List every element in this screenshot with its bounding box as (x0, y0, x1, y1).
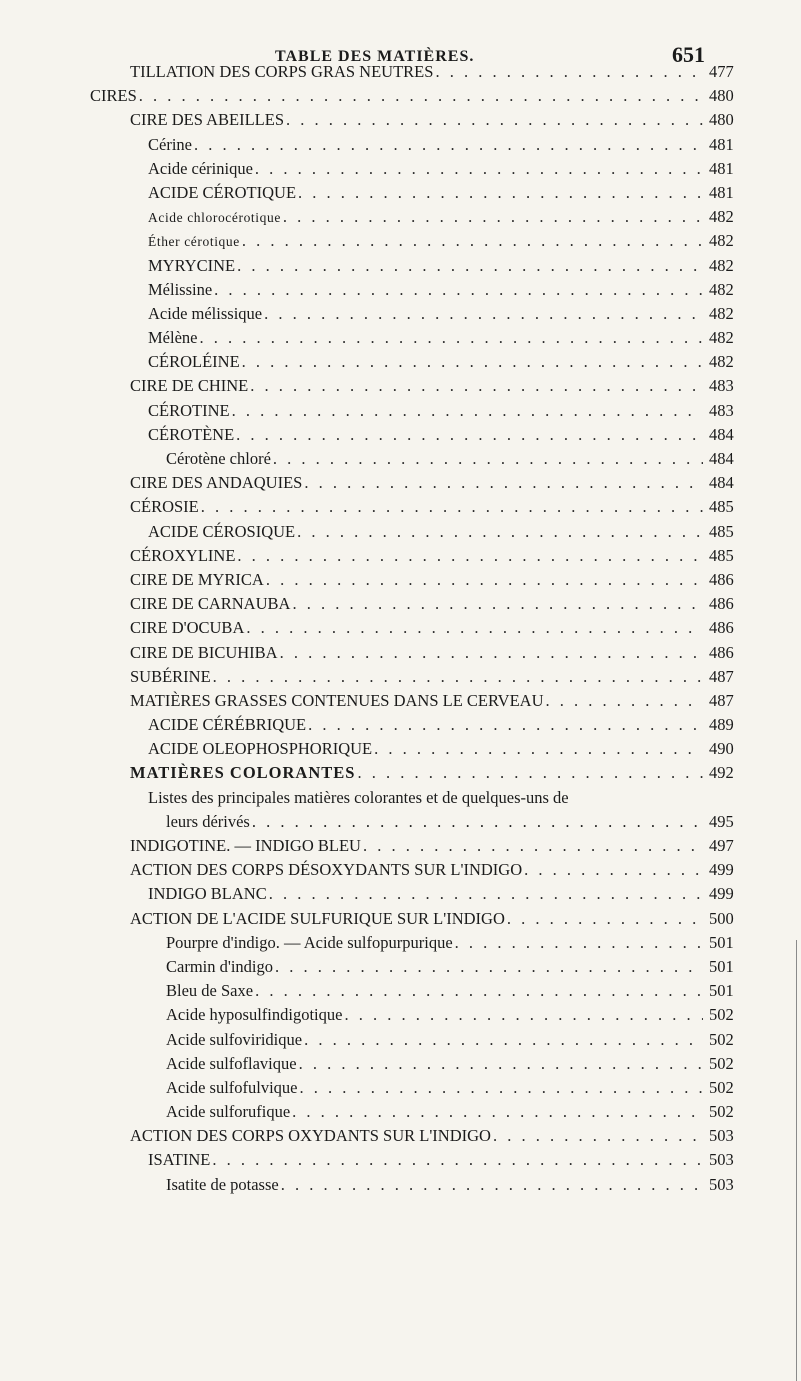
toc-entry-label: ACTION DE L'ACIDE SULFURIQUE SUR L'INDIGO (130, 908, 505, 928)
toc-entry[interactable] (0, 834, 801, 858)
toc-entry[interactable] (0, 350, 801, 374)
toc-entry-page: 481 (709, 158, 734, 178)
toc-entry[interactable] (0, 616, 801, 640)
page-number: 651 (672, 42, 705, 67)
toc-entry-label: Éther cérotique (148, 234, 240, 250)
toc-entry-label: CIRE DE CHINE (130, 376, 249, 396)
toc-entry[interactable] (0, 1148, 801, 1172)
toc-entry[interactable] (0, 1003, 801, 1027)
toc-entry[interactable] (0, 302, 801, 326)
toc-entry-page: 485 (709, 545, 734, 565)
toc-entry-label: Isatite de potasse (166, 1174, 279, 1194)
toc-entry-page: 486 (709, 618, 734, 638)
toc-entry-label: Acide sulfoflavique (166, 1053, 297, 1073)
toc-entry[interactable] (0, 254, 801, 278)
dot-leader (242, 229, 703, 253)
toc-entry-multiline[interactable] (0, 786, 801, 834)
toc-entry-label: Cérine (148, 134, 192, 154)
toc-entry[interactable] (0, 108, 801, 132)
toc-entry-page: 497 (709, 836, 734, 856)
toc-entry[interactable] (0, 689, 801, 713)
toc-entry-label: INDIGO BLANC (148, 884, 267, 904)
toc-entry-label: ACTION DES CORPS OXYDANTS SUR L'INDIGO (130, 1126, 491, 1146)
toc-entry-page: 484 (709, 473, 734, 493)
toc-entry-page: 502 (709, 1053, 734, 1073)
toc-entry-page: 484 (709, 449, 734, 468)
toc-entry-page: 480 (709, 110, 734, 130)
dot-leader (232, 399, 703, 423)
toc-entry-label: MYRYCINE (148, 255, 236, 275)
toc-entry-page: 503 (709, 1174, 734, 1194)
dot-leader (507, 907, 703, 931)
toc-entry[interactable] (0, 641, 801, 665)
dot-leader (139, 84, 703, 108)
dot-leader (237, 254, 703, 278)
dot-leader (435, 60, 703, 84)
toc-entry-page: 492 (709, 763, 734, 783)
toc-entry-label: TILLATION DES CORPS GRAS NEUTRES (130, 62, 434, 81)
toc-entry[interactable] (0, 205, 801, 229)
toc-entry-label: CIRE DE BICUHIBA (130, 642, 278, 662)
toc-entry[interactable] (0, 858, 801, 882)
dot-leader (299, 1052, 703, 1076)
toc-entry[interactable] (0, 761, 801, 785)
dot-leader (304, 1028, 703, 1052)
toc-entry-page: 482 (709, 303, 734, 323)
dot-leader (300, 1076, 703, 1100)
toc-entry[interactable] (0, 737, 801, 761)
dot-leader (266, 568, 703, 592)
toc-entry-page: 484 (709, 424, 734, 444)
toc-entry-page: 477 (709, 62, 734, 81)
toc-entry[interactable] (0, 1052, 801, 1076)
toc-entry-page: 502 (709, 1102, 734, 1122)
toc-entry-label: Acide cérinique (148, 158, 253, 178)
toc-entry[interactable] (0, 882, 801, 906)
toc-entry[interactable] (0, 84, 801, 108)
toc-entry-page: 487 (709, 666, 734, 686)
toc-entry-label: Acide hyposulfindigotique (166, 1005, 343, 1025)
dot-leader (298, 181, 703, 205)
toc-entry[interactable] (0, 278, 801, 302)
toc-entry-label: CÉROSIE (130, 497, 199, 517)
toc-entry-page: 481 (709, 182, 734, 202)
toc-entry-label: CIRE D'OCUBA (130, 618, 245, 638)
toc-entry-page: 490 (709, 739, 734, 759)
dot-leader (201, 495, 703, 519)
dot-leader (199, 326, 703, 350)
toc-entry-label: MATIÈRES COLORANTES (130, 763, 356, 783)
dot-leader (255, 979, 703, 1003)
toc-entry-label: CIRE DE CARNAUBA (130, 594, 291, 614)
toc-entry-page: 502 (709, 1077, 734, 1097)
toc-entry[interactable] (0, 495, 801, 519)
toc-entry-line2 (0, 810, 801, 834)
toc-entry-label: Acide sulfofulvique (166, 1077, 298, 1097)
dot-leader (264, 302, 703, 326)
table-of-contents (0, 60, 801, 1197)
toc-entry[interactable] (0, 979, 801, 1003)
toc-entry-page: 486 (709, 569, 734, 589)
toc-entry-label: ACIDE CÉROTIQUE (148, 182, 297, 202)
toc-entry-label: Acide sulforufique (166, 1102, 291, 1122)
toc-entry[interactable] (0, 520, 801, 544)
toc-entry[interactable] (0, 447, 801, 471)
toc-entry-label: Cérotène chloré (166, 449, 271, 468)
toc-entry[interactable] (0, 133, 801, 157)
page-edge (796, 940, 797, 1381)
dot-leader (344, 1003, 703, 1027)
dot-leader (236, 423, 703, 447)
toc-entry-page: 481 (709, 134, 734, 154)
toc-entry-label: CIRE DES ANDAQUIES (130, 473, 303, 493)
toc-entry[interactable] (0, 1076, 801, 1100)
toc-entry[interactable] (0, 60, 801, 84)
toc-entry-page: 487 (709, 690, 734, 710)
toc-entry-label: Acide mélissique (148, 303, 263, 323)
toc-entry-page: 495 (709, 811, 734, 831)
toc-entry-page: 482 (709, 279, 734, 299)
toc-entry-label: CÉROTÈNE (148, 424, 235, 444)
toc-entry-page: 489 (709, 715, 734, 735)
toc-entry-page: 502 (709, 1029, 734, 1049)
toc-entry-label: Mélène (148, 328, 198, 348)
toc-entry[interactable] (0, 181, 801, 205)
toc-entry-label: CIRE DE MYRICA (130, 569, 264, 589)
toc-entry-page: 485 (709, 521, 734, 541)
toc-entry-label: CIRE DES ABEILLES (130, 110, 285, 130)
dot-leader (493, 1124, 703, 1148)
toc-entry[interactable] (0, 423, 801, 447)
toc-entry-page: 480 (709, 86, 734, 106)
dot-leader (194, 133, 703, 157)
toc-entry[interactable] (0, 374, 801, 398)
dot-leader (275, 955, 703, 979)
dot-leader (374, 737, 703, 761)
toc-entry-label-line1: Listes des principales matières colorantes et de quelques-uns de (148, 787, 569, 807)
toc-entry[interactable] (0, 1173, 801, 1197)
toc-entry[interactable] (0, 229, 801, 253)
dot-leader (304, 471, 703, 495)
toc-entry[interactable] (0, 931, 801, 955)
toc-entry-page: 482 (709, 352, 734, 372)
toc-entry-label: Acide chlorocérotique (148, 210, 281, 226)
toc-entry-page: 482 (709, 231, 734, 251)
toc-entry-page: 486 (709, 594, 734, 614)
toc-entry-page: 499 (709, 860, 734, 880)
toc-entry-label: CIRES (90, 86, 137, 106)
toc-entry-page: 501 (709, 932, 734, 952)
toc-entry-label: ACIDE CÉROSIQUE (148, 521, 296, 541)
toc-entry-label: Acide sulfoviridique (166, 1029, 303, 1049)
toc-entry-label: ACIDE OLEOPHOSPHORIQUE (148, 739, 373, 759)
toc-entry-label: CÉROXYLINE (130, 545, 236, 565)
toc-entry-page: 482 (709, 207, 734, 227)
toc-entry-label: CÉROTINE (148, 400, 230, 420)
dot-leader (242, 350, 703, 374)
toc-entry[interactable] (0, 326, 801, 350)
toc-entry-label: Pourpre d'indigo. — Acide sulfopurpurique (166, 932, 453, 952)
toc-entry-label: Bleu de Saxe (166, 981, 254, 1001)
toc-entry[interactable] (0, 592, 801, 616)
toc-entry-label: Mélissine (148, 279, 213, 299)
toc-entry-label: Carmin d'indigo (166, 956, 274, 976)
toc-entry-label: SUBÉRINE (130, 666, 211, 686)
toc-entry-label: ACIDE CÉRÉBRIQUE (148, 715, 307, 735)
toc-entry-label: ISATINE (148, 1150, 211, 1170)
toc-entry-page: 482 (709, 328, 734, 348)
dot-leader (246, 616, 703, 640)
toc-entry-page: 486 (709, 642, 734, 662)
dot-leader (292, 1100, 703, 1124)
toc-entry[interactable] (0, 1100, 801, 1124)
toc-entry-page: 502 (709, 1005, 734, 1025)
toc-entry-page: 482 (709, 255, 734, 275)
dot-leader (286, 108, 703, 132)
toc-entry-label: MATIÈRES GRASSES CONTENUES DANS LE CERVEAU (130, 690, 544, 710)
running-title: TABLE DES MATIÈRES. (275, 48, 475, 65)
toc-entry[interactable] (0, 955, 801, 979)
dot-leader (280, 641, 703, 665)
toc-entry-label-line2: leurs dérivés (166, 811, 250, 831)
dot-leader (255, 157, 703, 181)
page-header (0, 20, 801, 67)
dot-leader (213, 665, 703, 689)
toc-entry-page: 501 (709, 981, 734, 1001)
toc-entry[interactable] (0, 471, 801, 495)
toc-entry-page: 483 (709, 376, 734, 396)
toc-entry-label: INDIGOTINE. — INDIGO BLEU (130, 836, 361, 856)
toc-entry-page: 499 (709, 884, 734, 904)
dot-leader (363, 834, 703, 858)
dot-leader (212, 1148, 703, 1172)
toc-entry[interactable] (0, 568, 801, 592)
toc-entry[interactable] (0, 544, 801, 568)
dot-leader (308, 713, 703, 737)
toc-entry[interactable] (0, 399, 801, 423)
toc-entry-page: 500 (709, 908, 734, 928)
dot-leader (250, 374, 703, 398)
toc-entry[interactable] (0, 1028, 801, 1052)
toc-entry-page: 501 (709, 956, 734, 976)
dot-leader (292, 592, 703, 616)
dot-leader (269, 882, 703, 906)
toc-entry-label: ACTION DES CORPS DÉSOXYDANTS SUR L'INDIGO (130, 860, 523, 880)
dot-leader (283, 205, 703, 229)
dot-leader (252, 810, 703, 834)
toc-entry-page: 503 (709, 1126, 734, 1146)
dot-leader (455, 931, 703, 955)
dot-leader (281, 1173, 703, 1197)
toc-entry[interactable] (0, 713, 801, 737)
toc-entry-page: 503 (709, 1150, 734, 1170)
dot-leader (297, 520, 703, 544)
dot-leader (524, 858, 703, 882)
dot-leader (237, 544, 703, 568)
toc-entry-page: 485 (709, 497, 734, 517)
toc-entry[interactable] (0, 665, 801, 689)
toc-entry-label: CÉROLÉINE (148, 352, 240, 372)
toc-entry[interactable] (0, 907, 801, 931)
dot-leader (214, 278, 703, 302)
dot-leader (357, 761, 703, 785)
toc-entry[interactable] (0, 157, 801, 181)
toc-entry-page: 483 (709, 400, 734, 420)
dot-leader (546, 689, 704, 713)
toc-entry[interactable] (0, 1124, 801, 1148)
dot-leader (273, 447, 703, 471)
